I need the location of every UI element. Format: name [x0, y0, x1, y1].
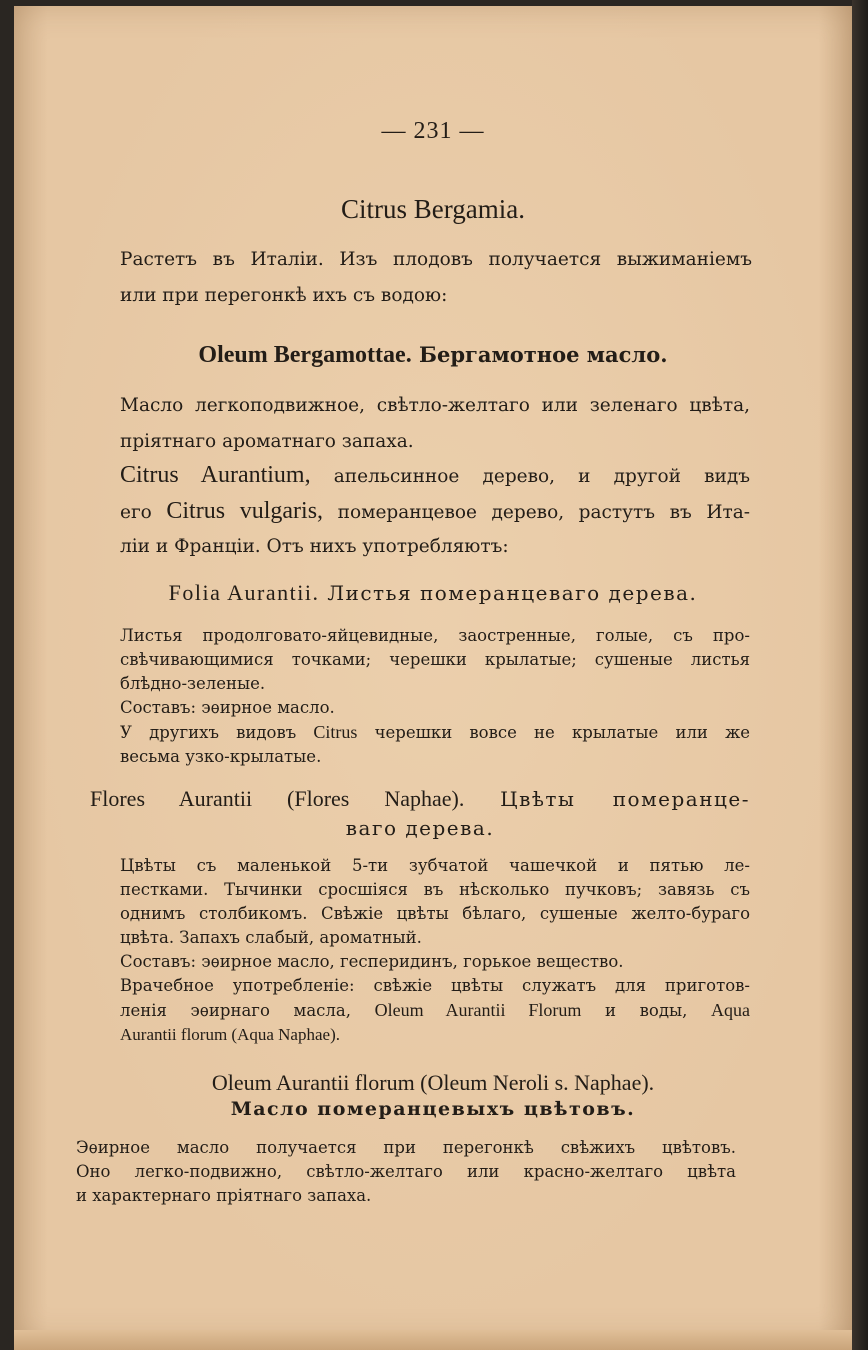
text-line: Aurantii florum (Aqua Naphae). — [120, 1025, 340, 1044]
text-line: Листья продолговато-яйцевидные, заостренные, голые, съ про- — [120, 626, 750, 645]
heading-latin: Oleum Bergamottae. — [198, 342, 412, 368]
heading-russian: Бергамотное масло. — [419, 342, 668, 367]
text-fragment: померанцевое дерево, растутъ въ Ита- — [337, 502, 750, 523]
text-fragment: У другихъ видовъ — [120, 723, 297, 742]
text-line: Составъ: эѳирное масло, гесперидинъ, горькое вещество. — [120, 952, 624, 971]
text-line: или при перегонкѣ ихъ съ водою: — [120, 285, 448, 306]
text-line — [120, 458, 750, 494]
heading-latin: Folia Aurantii. — [168, 580, 320, 605]
heading-oleum-aurantii-florum — [14, 1070, 852, 1120]
heading-russian: Цвѣты померанце- — [500, 787, 750, 811]
text-line: прiятнаго ароматнаго запаха. — [120, 431, 414, 452]
heading-russian: Масло померанцевыхъ цвѣтовъ. — [230, 1098, 636, 1120]
text-fragment: апельсинное дерево, и другой видъ — [333, 466, 750, 487]
heading-folia-aurantii — [14, 580, 852, 606]
text-line — [120, 494, 750, 530]
page-bottom-edge — [14, 1330, 852, 1350]
heading-line — [90, 786, 750, 812]
text-line: лiи и Францiи. Отъ нихъ употребляютъ: — [120, 536, 509, 557]
paragraph-aurantium — [120, 458, 750, 564]
paragraph-oleum-aurantii-florum — [76, 1136, 736, 1208]
paragraph-folia — [120, 624, 750, 769]
text-line — [120, 998, 750, 1023]
text-fragment: черешки вовсе не крылатые или же — [374, 723, 751, 742]
text-line: Растетъ въ Италiи. Изъ плодовъ получается выжиманiемъ — [120, 249, 752, 270]
latin-term: Oleum Aurantii Florum — [374, 1000, 582, 1020]
heading-latin: Oleum Aurantii florum (Oleum Neroli s. Naphae). — [211, 1070, 655, 1095]
heading-flores-aurantii — [90, 786, 750, 840]
text-line: весьма узко-крылатые. — [120, 747, 322, 766]
text-line: Составъ: эѳирное масло. — [120, 698, 335, 717]
text-line: Эѳирное масло получается при перегонкѣ свѣжихъ цвѣтовъ. — [76, 1138, 736, 1157]
heading-citrus-bergamia: Citrus Bergamia. — [341, 194, 525, 224]
paragraph-flores — [120, 854, 750, 1047]
heading-russian-cont: ваго дерева. — [345, 816, 495, 840]
text-line — [120, 720, 750, 745]
page-edge-shadow — [852, 0, 868, 1350]
text-line: цвѣта. Запахъ слабый, ароматный. — [120, 928, 422, 947]
text-line: свѣчивающимися точками; черешки крылатые; сушеные листья — [120, 650, 750, 669]
heading-russian: Листья померанцеваго дерева. — [327, 581, 698, 605]
latin-term: Aqua — [711, 1000, 750, 1020]
book-page — [14, 6, 852, 1340]
page-number: — 231 — — [381, 118, 485, 144]
latin-term: Citrus Aurantium, — [120, 462, 311, 488]
text-line: однимъ столбикомъ. Свѣжiе цвѣты бѣлаго, сушеные желто-бураго — [120, 904, 750, 923]
latin-term: Citrus vulgaris, — [166, 498, 324, 524]
text-fragment: ленiя эѳирнаго масла, — [120, 1001, 351, 1020]
heading-latin: Flores Aurantii (Flores Naphae). — [90, 786, 465, 811]
text-fragment: и воды, — [604, 1001, 688, 1020]
text-line: блѣдно-зеленые. — [120, 674, 266, 693]
text-line: и характернаго прiятнаго запаха. — [76, 1186, 372, 1205]
text-line: Врачебное употребленiе: свѣжiе цвѣты служатъ для приготов- — [120, 976, 750, 995]
text-line: Оно легко-подвижно, свѣтло-желтаго или красно-желтаго цвѣта — [76, 1162, 736, 1181]
paragraph-oleum-bergamottae — [120, 388, 750, 460]
heading-oleum-bergamottae — [14, 342, 852, 369]
text-fragment: его — [120, 502, 152, 523]
paragraph-bergamia-intro — [120, 242, 752, 314]
text-line: пестками. Тычинки сросшiяся въ нѣсколько пучковъ; завязь съ — [120, 880, 750, 899]
text-line: Масло легкоподвижное, свѣтло-желтаго или зеленаго цвѣта, — [120, 395, 750, 416]
text-line: Цвѣты съ маленькой 5-ти зубчатой чашечкой и пятью ле- — [120, 856, 750, 875]
latin-term: Citrus — [313, 722, 358, 742]
